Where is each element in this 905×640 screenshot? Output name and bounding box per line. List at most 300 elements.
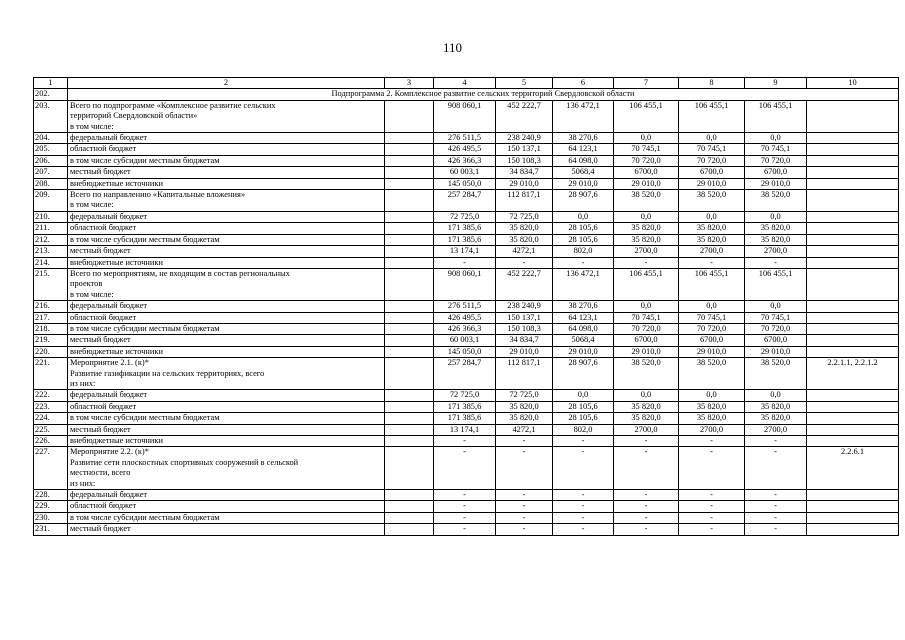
row-name: внебюджетные источники (68, 436, 385, 447)
row-name: федеральный бюджет (68, 301, 385, 312)
cell-year5: 0,0 (745, 133, 807, 144)
cell-year4: 70 720,0 (679, 155, 745, 166)
cell-col3 (385, 155, 434, 166)
cell-year2: 28 907,6 (553, 358, 614, 390)
row-number: 216. (34, 301, 68, 312)
cell-year2: 29 010,0 (553, 346, 614, 357)
cell-year3: 35 820,0 (614, 413, 679, 424)
cell-year3: 106 455,1 (614, 100, 679, 132)
cell-year2: 64 098,0 (553, 323, 614, 334)
cell-col3 (385, 346, 434, 357)
cell-year2: 5068,4 (553, 167, 614, 178)
cell-year3: 2700,0 (614, 424, 679, 435)
cell-total: - (434, 447, 496, 490)
row-name: Всего по мероприятиям, не входящим в состав региональных проектов в том числе: (68, 268, 385, 300)
cell-year2: 136 472,1 (553, 268, 614, 300)
cell-year2: - (553, 436, 614, 447)
cell-year5: - (745, 257, 807, 268)
cell-total: 171 385,6 (434, 401, 496, 412)
cell-year2: - (553, 512, 614, 523)
cell-year4: 2700,0 (679, 424, 745, 435)
cell-year5: 2700,0 (745, 424, 807, 435)
cell-year2: 802,0 (553, 424, 614, 435)
table-row (34, 268, 899, 300)
row-number: 213. (34, 246, 68, 257)
page-number: 110 (442, 40, 463, 55)
cell-year4: 35 820,0 (679, 234, 745, 245)
table-row (34, 323, 899, 334)
cell-year2: 64 098,0 (553, 155, 614, 166)
cell-col3 (385, 144, 434, 155)
cell-year3: 29 010,0 (614, 178, 679, 189)
cell-total: 426 366,3 (434, 155, 496, 166)
row-number: 206. (34, 155, 68, 166)
row-name: в том числе субсидии местным бюджетам (68, 323, 385, 334)
cell-year3: 35 820,0 (614, 401, 679, 412)
row-number: 220. (34, 346, 68, 357)
cell-year4: 70 720,0 (679, 323, 745, 334)
cell-year2: - (553, 447, 614, 490)
cell-year3: 70 745,1 (614, 312, 679, 323)
cell-col3 (385, 223, 434, 234)
row-name: внебюджетные источники (68, 257, 385, 268)
cell-year5: 0,0 (745, 211, 807, 222)
cell-year4: 35 820,0 (679, 413, 745, 424)
cell-year3: - (614, 436, 679, 447)
row-name: местный бюджет (68, 167, 385, 178)
cell-target-ref (807, 436, 899, 447)
cell-target-ref: 2.2.1.1, 2.2.1.2 (807, 358, 899, 390)
table-row (34, 246, 899, 257)
table-row (34, 100, 899, 132)
cell-year1: - (496, 501, 553, 512)
row-number: 215. (34, 268, 68, 300)
row-number: 227. (34, 447, 68, 490)
row-name: внебюджетные источники (68, 346, 385, 357)
cell-target-ref (807, 390, 899, 401)
column-header: 1 (34, 78, 68, 89)
table-row (34, 346, 899, 357)
cell-target-ref (807, 401, 899, 412)
cell-col3 (385, 246, 434, 257)
cell-year5: - (745, 490, 807, 501)
cell-year4: 29 010,0 (679, 346, 745, 357)
cell-total: 171 385,6 (434, 234, 496, 245)
cell-year3: 6700,0 (614, 167, 679, 178)
cell-year3: 29 010,0 (614, 346, 679, 357)
cell-year3: 38 520,0 (614, 190, 679, 212)
cell-year2: 38 270,6 (553, 301, 614, 312)
cell-target-ref (807, 512, 899, 523)
table-row (34, 167, 899, 178)
row-number: 207. (34, 167, 68, 178)
cell-year1: 150 137,1 (496, 312, 553, 323)
cell-year4: - (679, 524, 745, 535)
cell-year5: - (745, 501, 807, 512)
cell-col3 (385, 524, 434, 535)
cell-year3: 0,0 (614, 211, 679, 222)
cell-year4: 38 520,0 (679, 190, 745, 212)
column-header: 10 (807, 78, 899, 89)
row-name: федеральный бюджет (68, 490, 385, 501)
cell-total: 276 511,5 (434, 133, 496, 144)
cell-year2: 28 105,6 (553, 413, 614, 424)
cell-year4: 6700,0 (679, 167, 745, 178)
table-row (34, 490, 899, 501)
cell-year3: 0,0 (614, 390, 679, 401)
cell-year2: 28 105,6 (553, 223, 614, 234)
row-name: областной бюджет (68, 144, 385, 155)
cell-year3: - (614, 524, 679, 535)
row-number: 221. (34, 358, 68, 390)
cell-total: - (434, 257, 496, 268)
row-name: в том числе субсидии местным бюджетам (68, 234, 385, 245)
cell-year1: 4272,1 (496, 246, 553, 257)
table-row (34, 89, 899, 100)
cell-target-ref (807, 133, 899, 144)
cell-year1: 150 108,3 (496, 323, 553, 334)
cell-total: 276 511,5 (434, 301, 496, 312)
cell-year1: 452 222,7 (496, 268, 553, 300)
cell-year1: 452 222,7 (496, 100, 553, 132)
table-row (34, 524, 899, 535)
cell-year5: 35 820,0 (745, 223, 807, 234)
row-name: федеральный бюджет (68, 211, 385, 222)
cell-year5: 35 820,0 (745, 234, 807, 245)
row-number: 209. (34, 190, 68, 212)
cell-year4: 70 745,1 (679, 144, 745, 155)
cell-target-ref (807, 312, 899, 323)
cell-total: 171 385,6 (434, 223, 496, 234)
row-number: 203. (34, 100, 68, 132)
row-number: 226. (34, 436, 68, 447)
cell-year2: - (553, 501, 614, 512)
cell-total: 145 050,0 (434, 346, 496, 357)
column-header: 5 (496, 78, 553, 89)
cell-year1: - (496, 447, 553, 490)
row-number: 231. (34, 524, 68, 535)
row-number: 223. (34, 401, 68, 412)
cell-year3: 35 820,0 (614, 223, 679, 234)
cell-target-ref: 2.2.6.1 (807, 447, 899, 490)
cell-year2: 38 270,6 (553, 133, 614, 144)
cell-year1: 34 834,7 (496, 167, 553, 178)
cell-year4: 2700,0 (679, 246, 745, 257)
cell-year1: 72 725,0 (496, 211, 553, 222)
cell-year1: 150 137,1 (496, 144, 553, 155)
row-name: Мероприятие 2.2. (к)* Развитие сети плоскостных спортивных сооружений в сельской местности, всего из них: (68, 447, 385, 490)
cell-year2: - (553, 524, 614, 535)
column-header: 2 (68, 78, 385, 89)
cell-year1: 35 820,0 (496, 401, 553, 412)
cell-col3 (385, 436, 434, 447)
table-row (34, 223, 899, 234)
cell-total: 72 725,0 (434, 390, 496, 401)
row-name: федеральный бюджет (68, 390, 385, 401)
cell-total: 72 725,0 (434, 211, 496, 222)
cell-year2: 64 123,1 (553, 312, 614, 323)
cell-total: 171 385,6 (434, 413, 496, 424)
row-name: Мероприятие 2.1. (к)* Развитие газификации на сельских территориях, всего из них: (68, 358, 385, 390)
row-name: местный бюджет (68, 524, 385, 535)
cell-year4: 106 455,1 (679, 268, 745, 300)
cell-year2: - (553, 257, 614, 268)
cell-year1: 72 725,0 (496, 390, 553, 401)
row-number: 224. (34, 413, 68, 424)
cell-target-ref (807, 178, 899, 189)
row-number: 219. (34, 335, 68, 346)
cell-year5: - (745, 524, 807, 535)
cell-year1: - (496, 512, 553, 523)
cell-col3 (385, 234, 434, 245)
row-number: 228. (34, 490, 68, 501)
row-number: 229. (34, 501, 68, 512)
cell-year2: 5068,4 (553, 335, 614, 346)
cell-target-ref (807, 268, 899, 300)
row-number: 210. (34, 211, 68, 222)
cell-year5: 70 745,1 (745, 144, 807, 155)
cell-target-ref (807, 501, 899, 512)
column-header: 9 (745, 78, 807, 89)
row-name: федеральный бюджет (68, 133, 385, 144)
column-header: 7 (614, 78, 679, 89)
table-row (34, 312, 899, 323)
cell-year1: 150 108,3 (496, 155, 553, 166)
row-name: местный бюджет (68, 246, 385, 257)
cell-col3 (385, 257, 434, 268)
cell-year2: 29 010,0 (553, 178, 614, 189)
cell-target-ref (807, 323, 899, 334)
cell-year3: - (614, 447, 679, 490)
cell-total: 60 003,1 (434, 335, 496, 346)
cell-year1: 35 820,0 (496, 223, 553, 234)
cell-target-ref (807, 524, 899, 535)
cell-year5: 29 010,0 (745, 178, 807, 189)
cell-year4: - (679, 257, 745, 268)
cell-year1: - (496, 490, 553, 501)
cell-year5: 70 745,1 (745, 312, 807, 323)
row-name: в том числе субсидии местным бюджетам (68, 155, 385, 166)
cell-year1: - (496, 436, 553, 447)
cell-year4: - (679, 501, 745, 512)
cell-year5: 70 720,0 (745, 323, 807, 334)
cell-year5: - (745, 447, 807, 490)
table-row (34, 512, 899, 523)
cell-year5: - (745, 436, 807, 447)
table-row (34, 178, 899, 189)
cell-col3 (385, 413, 434, 424)
row-name: в том числе субсидии местным бюджетам (68, 512, 385, 523)
cell-year1: - (496, 524, 553, 535)
cell-total: 426 366,3 (434, 323, 496, 334)
cell-total: - (434, 512, 496, 523)
row-number: 214. (34, 257, 68, 268)
cell-target-ref (807, 190, 899, 212)
cell-col3 (385, 424, 434, 435)
cell-year2: 0,0 (553, 390, 614, 401)
cell-total: - (434, 436, 496, 447)
row-number: 204. (34, 133, 68, 144)
cell-year5: - (745, 512, 807, 523)
cell-year3: 106 455,1 (614, 268, 679, 300)
cell-year4: 70 745,1 (679, 312, 745, 323)
column-header: 8 (679, 78, 745, 89)
table-row (34, 190, 899, 212)
row-number: 225. (34, 424, 68, 435)
row-name: внебюджетные источники (68, 178, 385, 189)
cell-year2: - (553, 490, 614, 501)
cell-year2: 64 123,1 (553, 144, 614, 155)
row-number: 205. (34, 144, 68, 155)
cell-year5: 35 820,0 (745, 401, 807, 412)
table-row (34, 424, 899, 435)
cell-col3 (385, 211, 434, 222)
row-number: 217. (34, 312, 68, 323)
cell-year3: - (614, 501, 679, 512)
cell-total: 908 060,1 (434, 268, 496, 300)
cell-col3 (385, 335, 434, 346)
table-row (34, 436, 899, 447)
cell-year2: 0,0 (553, 211, 614, 222)
cell-year3: - (614, 490, 679, 501)
cell-year3: 70 745,1 (614, 144, 679, 155)
cell-year2: 802,0 (553, 246, 614, 257)
cell-year1: 29 010,0 (496, 178, 553, 189)
cell-year5: 29 010,0 (745, 346, 807, 357)
table-row (34, 413, 899, 424)
cell-year4: 38 520,0 (679, 358, 745, 390)
cell-total: 257 284,7 (434, 358, 496, 390)
cell-year1: 238 240,9 (496, 133, 553, 144)
row-name: областной бюджет (68, 401, 385, 412)
cell-target-ref (807, 424, 899, 435)
cell-year5: 106 455,1 (745, 268, 807, 300)
cell-col3 (385, 167, 434, 178)
table-row (34, 501, 899, 512)
cell-year4: 35 820,0 (679, 401, 745, 412)
cell-year4: 29 010,0 (679, 178, 745, 189)
cell-target-ref (807, 335, 899, 346)
cell-year2: 136 472,1 (553, 100, 614, 132)
column-header: 6 (553, 78, 614, 89)
cell-target-ref (807, 167, 899, 178)
column-header: 4 (434, 78, 496, 89)
cell-year1: 35 820,0 (496, 413, 553, 424)
cell-year4: - (679, 512, 745, 523)
cell-year4: - (679, 447, 745, 490)
table-row (34, 358, 899, 390)
cell-col3 (385, 490, 434, 501)
cell-year5: 2700,0 (745, 246, 807, 257)
table-row (34, 257, 899, 268)
cell-year4: 0,0 (679, 390, 745, 401)
cell-total: - (434, 524, 496, 535)
cell-year4: 0,0 (679, 211, 745, 222)
cell-year3: 70 720,0 (614, 323, 679, 334)
cell-col3 (385, 100, 434, 132)
cell-col3 (385, 390, 434, 401)
row-number: 208. (34, 178, 68, 189)
table-row (34, 211, 899, 222)
column-header: 3 (385, 78, 434, 89)
row-number: 212. (34, 234, 68, 245)
cell-year1: 112 817,1 (496, 358, 553, 390)
cell-year1: 112 817,1 (496, 190, 553, 212)
row-name: местный бюджет (68, 335, 385, 346)
cell-target-ref (807, 223, 899, 234)
cell-total: 60 003,1 (434, 167, 496, 178)
table-row (34, 155, 899, 166)
row-name: местный бюджет (68, 424, 385, 435)
cell-col3 (385, 268, 434, 300)
cell-total: 426 495,5 (434, 312, 496, 323)
row-number: 202. (34, 89, 68, 100)
cell-year1: 35 820,0 (496, 234, 553, 245)
cell-target-ref (807, 346, 899, 357)
cell-col3 (385, 301, 434, 312)
cell-total: - (434, 501, 496, 512)
cell-year3: 0,0 (614, 133, 679, 144)
cell-target-ref (807, 257, 899, 268)
cell-year5: 0,0 (745, 390, 807, 401)
table-row (34, 335, 899, 346)
table-row (34, 144, 899, 155)
subprogram-title: Подпрограмма 2. Комплексное развитие сельских территорий Свердловской области (68, 89, 899, 100)
cell-year4: - (679, 436, 745, 447)
row-name: областной бюджет (68, 223, 385, 234)
cell-year3: 2700,0 (614, 246, 679, 257)
cell-target-ref (807, 246, 899, 257)
cell-year3: - (614, 512, 679, 523)
header-row (34, 78, 899, 89)
cell-target-ref (807, 490, 899, 501)
row-number: 230. (34, 512, 68, 523)
cell-year5: 106 455,1 (745, 100, 807, 132)
cell-col3 (385, 358, 434, 390)
cell-year5: 38 520,0 (745, 358, 807, 390)
cell-year2: 28 105,6 (553, 234, 614, 245)
table-row (34, 301, 899, 312)
cell-year5: 0,0 (745, 301, 807, 312)
cell-total: 13 174,1 (434, 424, 496, 435)
cell-year3: - (614, 257, 679, 268)
table-body (34, 78, 899, 536)
cell-col3 (385, 401, 434, 412)
cell-total: 908 060,1 (434, 100, 496, 132)
cell-col3 (385, 178, 434, 189)
cell-year3: 35 820,0 (614, 234, 679, 245)
cell-col3 (385, 512, 434, 523)
cell-col3 (385, 323, 434, 334)
cell-year2: 28 907,6 (553, 190, 614, 212)
cell-year4: 0,0 (679, 301, 745, 312)
cell-total: 257 284,7 (434, 190, 496, 212)
cell-total: 145 050,0 (434, 178, 496, 189)
row-number: 211. (34, 223, 68, 234)
row-number: 222. (34, 390, 68, 401)
cell-col3 (385, 133, 434, 144)
cell-year4: 6700,0 (679, 335, 745, 346)
table-row (34, 447, 899, 490)
cell-year4: 106 455,1 (679, 100, 745, 132)
table-row (34, 390, 899, 401)
table-row (34, 133, 899, 144)
cell-total: 426 495,5 (434, 144, 496, 155)
row-name: в том числе субсидии местным бюджетам (68, 413, 385, 424)
row-number: 218. (34, 323, 68, 334)
cell-year1: 4272,1 (496, 424, 553, 435)
cell-year1: 238 240,9 (496, 301, 553, 312)
